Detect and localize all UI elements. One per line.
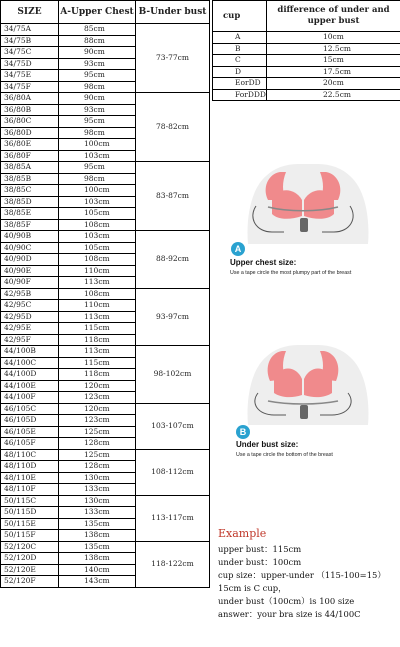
size-row [1, 231, 210, 243]
upper-chest-cell: 93cm [59, 58, 136, 70]
header-upper-chest: A-Upper Chest [59, 1, 136, 24]
upper-chest-cell: 125cm [59, 426, 136, 438]
size-cell: 38/85A [1, 162, 59, 174]
size-cell: 46/105D [1, 415, 59, 427]
tape-end [300, 405, 308, 419]
upper-chest-cell: 108cm [59, 288, 136, 300]
under-bust-cell: 83-87cm [136, 162, 210, 231]
size-cell: 40/90C [1, 242, 59, 254]
upper-chest-cell: 135cm [59, 541, 136, 553]
under-bust-cell: 93-97cm [136, 288, 210, 346]
difference-cell: 22.5cm [267, 89, 400, 101]
size-cell: 44/100F [1, 392, 59, 404]
size-cell: 38/85C [1, 185, 59, 197]
size-cell: 36/80D [1, 127, 59, 139]
size-cell: 48/110D [1, 461, 59, 473]
example-line: upper bust：115cm [218, 544, 302, 554]
size-cell: 50/115E [1, 518, 59, 530]
size-cell: 38/85B [1, 173, 59, 185]
upper-chest-cell: 140cm [59, 564, 136, 576]
upper-chest-cell: 110cm [59, 300, 136, 312]
upper-chest-cell: 118cm [59, 369, 136, 381]
cup-cell: B [213, 43, 267, 55]
size-cell: 50/115D [1, 507, 59, 519]
size-cell: 44/100B [1, 346, 59, 358]
upper-chest-cell: 113cm [59, 311, 136, 323]
upper-chest-cell: 85cm [59, 24, 136, 36]
upper-chest-cell: 113cm [59, 346, 136, 358]
under-bust-cell: 118-122cm [136, 541, 210, 587]
upper-chest-cell: 133cm [59, 507, 136, 519]
upper-chest-cell: 143cm [59, 576, 136, 588]
size-cell: 50/115C [1, 495, 59, 507]
difference-cell: 17.5cm [267, 66, 400, 78]
upper-chest-cell: 110cm [59, 265, 136, 277]
size-cell: 40/90E [1, 265, 59, 277]
upper-chest-cell: 125cm [59, 449, 136, 461]
size-cell: 34/75A [1, 24, 59, 36]
header-difference: difference of under and upper bust [267, 1, 400, 32]
upper-chest-cell: 123cm [59, 415, 136, 427]
size-cell: 50/115F [1, 530, 59, 542]
under-bust-cell: 103-107cm [136, 403, 210, 449]
size-cell: 44/100C [1, 357, 59, 369]
bra-right-cup [304, 369, 332, 398]
size-row [1, 541, 210, 553]
upper-chest-cell: 108cm [59, 254, 136, 266]
header-under-bust: B-Under bust [136, 1, 210, 24]
size-cell: 44/100E [1, 380, 59, 392]
example-title: Example [218, 527, 267, 540]
under-bust-title: Under bust size: [236, 440, 299, 449]
upper-chest-cell: 138cm [59, 530, 136, 542]
size-cell: 52/120F [1, 576, 59, 588]
example-line: under bust（100cm）is 100 size [218, 596, 355, 606]
upper-chest-cell: 120cm [59, 380, 136, 392]
size-cell: 52/120E [1, 564, 59, 576]
cup-difference-table [212, 0, 400, 101]
under-bust-cell: 113-117cm [136, 495, 210, 541]
upper-chest-cell: 103cm [59, 196, 136, 208]
under-bust-illustration [228, 345, 378, 425]
size-chart-table [0, 0, 210, 588]
upper-chest-illustration [228, 160, 378, 245]
cup-row [213, 43, 400, 55]
upper-chest-cell: 98cm [59, 127, 136, 139]
size-cell: 40/90D [1, 254, 59, 266]
upper-chest-cell: 95cm [59, 70, 136, 82]
size-cell: 38/85E [1, 208, 59, 220]
size-cell: 38/85F [1, 219, 59, 231]
size-row [1, 403, 210, 415]
size-cell: 36/80A [1, 93, 59, 105]
size-cell: 42/95F [1, 334, 59, 346]
size-cell: 46/105F [1, 438, 59, 450]
example-line: under bust：100cm [218, 557, 302, 567]
size-cell: 46/105C [1, 403, 59, 415]
cup-table-body [213, 32, 400, 101]
cup-cell: C [213, 55, 267, 67]
upper-chest-cell: 130cm [59, 495, 136, 507]
size-cell: 36/80F [1, 150, 59, 162]
size-cell: 38/85D [1, 196, 59, 208]
size-cell: 36/80B [1, 104, 59, 116]
upper-chest-cell: 120cm [59, 403, 136, 415]
upper-chest-cell: 95cm [59, 162, 136, 174]
size-cell: 40/90F [1, 277, 59, 289]
example-line: cup size：upper-under （115-100=15） [218, 570, 386, 580]
size-row [1, 449, 210, 461]
size-cell: 52/120D [1, 553, 59, 565]
example-section [218, 527, 400, 621]
size-table-header [1, 1, 210, 24]
under-bust-cell: 108-112cm [136, 449, 210, 495]
size-cell: 42/95D [1, 311, 59, 323]
upper-chest-cell: 115cm [59, 323, 136, 335]
size-row [1, 162, 210, 174]
under-bust-cell: 98-102cm [136, 346, 210, 404]
cup-row [213, 32, 400, 44]
badge-b-icon: B [236, 425, 250, 439]
header-cup: cup [213, 1, 267, 32]
cup-row [213, 78, 400, 90]
upper-chest-cell: 108cm [59, 219, 136, 231]
upper-chest-cell: 103cm [59, 150, 136, 162]
size-row [1, 24, 210, 36]
size-cell: 42/95E [1, 323, 59, 335]
upper-chest-cell: 98cm [59, 81, 136, 93]
upper-chest-cell: 138cm [59, 553, 136, 565]
upper-chest-cell: 90cm [59, 47, 136, 59]
upper-chest-cell: 88cm [59, 35, 136, 47]
upper-chest-cell: 128cm [59, 438, 136, 450]
size-cell: 36/80C [1, 116, 59, 128]
cup-table-header [213, 1, 400, 32]
cup-cell: EorDD [213, 78, 267, 90]
size-cell: 34/75E [1, 70, 59, 82]
under-bust-desc: Use a tape circle the bottom of the breast [236, 452, 333, 458]
bra-left-cup [274, 369, 302, 398]
bra-left-cup [272, 190, 302, 219]
upper-chest-cell: 103cm [59, 231, 136, 243]
example-line: answer：your bra size is 44/100C [218, 609, 361, 619]
size-cell: 42/95C [1, 300, 59, 312]
upper-chest-cell: 135cm [59, 518, 136, 530]
cup-cell: ForDDD [213, 89, 267, 101]
cup-row [213, 66, 400, 78]
upper-chest-desc: Use a tape circle the most plumpy part of the breast [230, 270, 352, 276]
upper-chest-cell: 105cm [59, 208, 136, 220]
size-cell: 44/100D [1, 369, 59, 381]
upper-chest-cell: 105cm [59, 242, 136, 254]
difference-cell: 20cm [267, 78, 400, 90]
tape-end [300, 218, 308, 232]
size-cell: 40/90B [1, 231, 59, 243]
size-cell: 42/95B [1, 288, 59, 300]
size-cell: 34/75C [1, 47, 59, 59]
under-bust-cell: 78-82cm [136, 93, 210, 162]
size-cell: 46/105E [1, 426, 59, 438]
size-cell: 52/120C [1, 541, 59, 553]
header-size: SIZE [1, 1, 59, 24]
upper-chest-cell: 100cm [59, 185, 136, 197]
size-row [1, 93, 210, 105]
under-bust-cell: 88-92cm [136, 231, 210, 289]
cup-row [213, 55, 400, 67]
size-cell: 48/110F [1, 484, 59, 496]
upper-chest-cell: 115cm [59, 357, 136, 369]
upper-chest-cell: 130cm [59, 472, 136, 484]
upper-chest-cell: 93cm [59, 104, 136, 116]
upper-chest-cell: 90cm [59, 93, 136, 105]
size-table-body [1, 24, 210, 588]
upper-chest-cell: 118cm [59, 334, 136, 346]
upper-chest-cell: 100cm [59, 139, 136, 151]
size-cell: 34/75F [1, 81, 59, 93]
upper-chest-cell: 123cm [59, 392, 136, 404]
under-bust-cell: 73-77cm [136, 24, 210, 93]
badge-a-icon: A [231, 242, 245, 256]
size-cell: 34/75D [1, 58, 59, 70]
size-row [1, 288, 210, 300]
upper-chest-cell: 98cm [59, 173, 136, 185]
example-line: 15cm is C cup， [218, 583, 287, 593]
size-cell: 34/75B [1, 35, 59, 47]
difference-cell: 15cm [267, 55, 400, 67]
difference-cell: 12.5cm [267, 43, 400, 55]
upper-chest-cell: 95cm [59, 116, 136, 128]
size-cell: 48/110E [1, 472, 59, 484]
size-row [1, 495, 210, 507]
size-cell: 36/80E [1, 139, 59, 151]
upper-chest-cell: 113cm [59, 277, 136, 289]
difference-cell: 10cm [267, 32, 400, 44]
cup-cell: A [213, 32, 267, 44]
size-cell: 48/110C [1, 449, 59, 461]
upper-chest-cell: 133cm [59, 484, 136, 496]
upper-chest-cell: 128cm [59, 461, 136, 473]
bra-right-cup [304, 190, 334, 219]
size-row [1, 346, 210, 358]
upper-chest-title: Upper chest size: [230, 258, 297, 267]
cup-cell: D [213, 66, 267, 78]
cup-row [213, 89, 400, 101]
